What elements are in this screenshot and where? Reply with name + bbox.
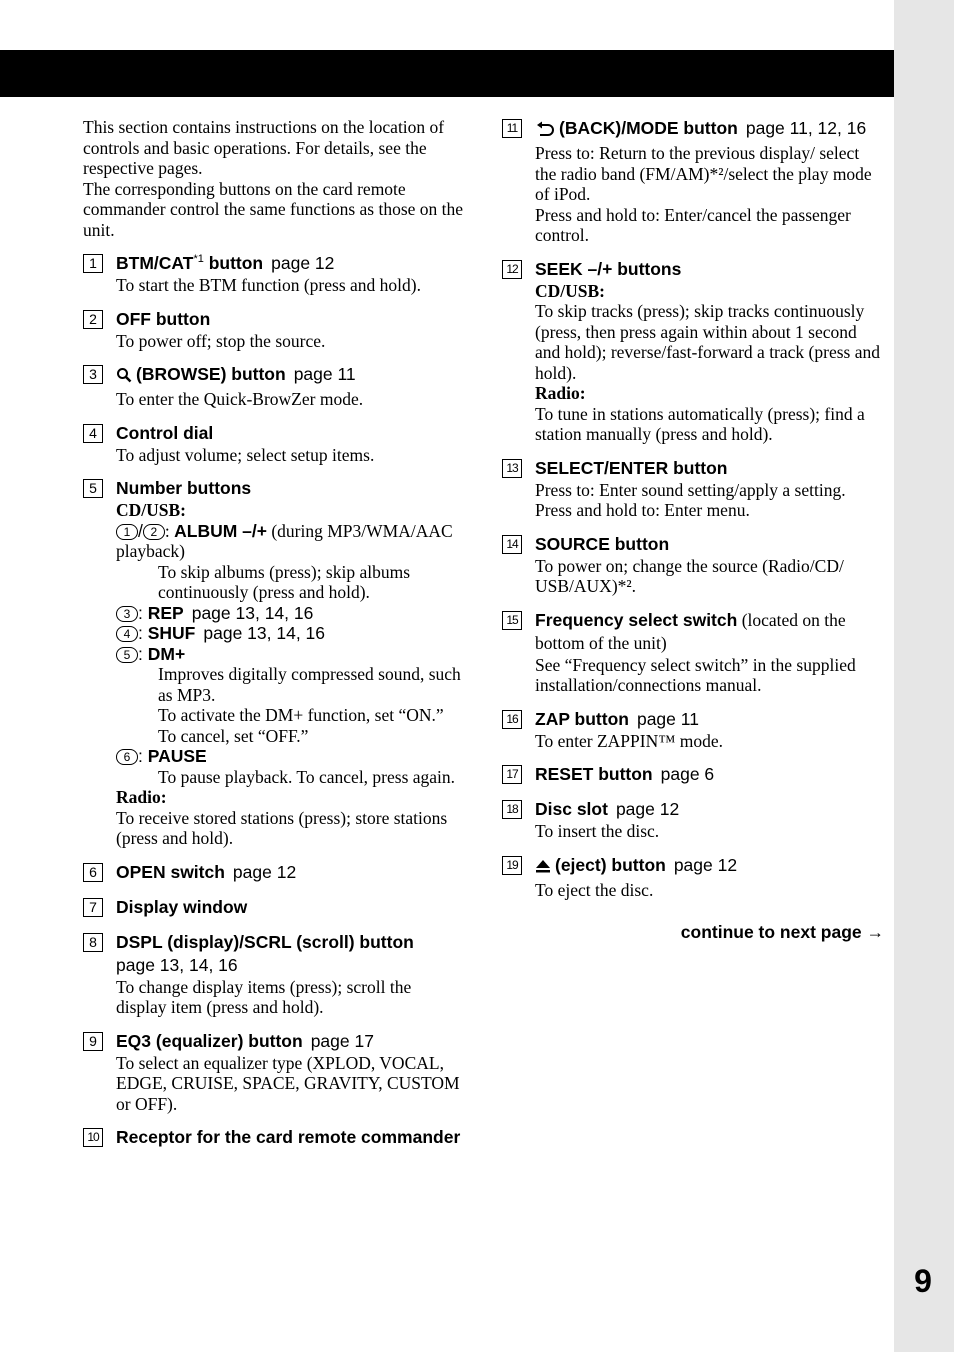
dm-desc-1: Improves digitally compressed sound, such as MP3. (158, 664, 461, 705)
pause-label: PAUSE (147, 746, 207, 766)
slash: / (138, 520, 143, 541)
item-number: 13 (502, 459, 522, 478)
item-1 (83, 252, 465, 296)
item-title: EQ3 (equalizer) button (116, 1030, 303, 1051)
item-9 (83, 1030, 465, 1115)
subhead-cdusb: CD/USB: (116, 500, 187, 520)
subhead-radio: Radio: (535, 383, 586, 403)
item-desc-2: Press and hold to: Enter/cancel the passenger control. (535, 204, 851, 245)
item-desc: See “Frequency select switch” in the supplied installation/connections manual. (535, 654, 856, 695)
intro-paragraph-2: The corresponding buttons on the card remote commander control the same functions as those on the unit. (83, 178, 464, 240)
item-number: 7 (83, 898, 103, 917)
album-desc: To skip albums (press); skip albums continuously (press and hold). (158, 561, 411, 602)
album-note: (during MP3/WMA/AAC playback) (116, 520, 453, 561)
item-title: Frequency select switch (535, 609, 738, 630)
item-3 (83, 363, 465, 410)
item-number: 8 (83, 933, 103, 952)
left-column (83, 117, 465, 1149)
item-desc: To enter ZAPPIN™ mode. (535, 730, 723, 751)
item-19 (502, 854, 884, 901)
item-5: 5 Number buttons CD/USB: 1 / 2 : ALBUM –/+ (during MP3/WMA/AAC playback) To skip albums (press); skip albums continuously (press and hold). 3 : REP page 13, 14, 16 4 : SHUF page 13, 14, 16 5 : DM+ Improves digitally compressed sound, such as MP3. To activate the DM+ function, set “ON.” To cancel, set “OFF.” 6 : PAUSE To pause playback. To cancel, press again. Radio: To receive stored stations (press); store stations (press and hold). (83, 477, 465, 849)
item-title: Control dial (116, 422, 214, 443)
back-arrow-icon (535, 120, 555, 143)
page-ref: page 12 (232, 861, 297, 882)
item-desc: To adjust volume; select setup items. (116, 444, 375, 465)
key-4: 4 (116, 626, 138, 642)
page-ref: page 11 (636, 708, 699, 729)
item-note: (located on the bottom of the unit) (535, 609, 846, 653)
item-number: 10 (83, 1128, 103, 1147)
item-desc-1: Press to: Enter sound setting/apply a setting. (535, 479, 846, 500)
page-ref: page 13, 14, 16 (116, 954, 238, 975)
item-number: 6 (83, 863, 103, 882)
item-number: 12 (502, 260, 522, 279)
key-1: 1 (116, 524, 138, 540)
item-number: 17 (502, 765, 522, 784)
item-title: Disc slot (535, 799, 608, 819)
item-number: 16 (502, 710, 522, 729)
item-number: 14 (502, 535, 522, 554)
item-title: SEEK –/+ buttons (535, 258, 682, 279)
key-5: 5 (116, 647, 138, 663)
item-17 (502, 763, 884, 786)
dm-label: DM+ (147, 643, 186, 664)
item-number: 11 (502, 119, 522, 138)
item-title: Receptor for the card remote commander (116, 1127, 461, 1147)
item-desc: To eject the disc. (535, 879, 654, 900)
item-desc: To change display items (press); scroll the display item (press and hold). (116, 976, 412, 1017)
item-number: 4 (83, 424, 103, 443)
shuf-label: SHUF (147, 623, 196, 643)
subhead-radio: Radio: (116, 787, 167, 807)
item-title: RESET button (535, 764, 653, 784)
pause-desc: To pause playback. To cancel, press again. (158, 766, 456, 787)
item-number: 5 (83, 479, 103, 498)
item-title: Display window (116, 896, 248, 917)
item-number: 1 (83, 254, 103, 273)
radio-desc: To tune in stations automatically (press); find a station manually (press and hold). (535, 403, 865, 444)
page-ref: page 13, 14, 16 (203, 623, 326, 643)
page-ref: page 13, 14, 16 (191, 602, 314, 623)
item-desc-2: Press and hold to: Enter menu. (535, 500, 750, 520)
item-4 (83, 422, 465, 466)
page-ref: page 12 (615, 799, 680, 819)
key-3: 3 (116, 606, 138, 622)
item-15 (502, 609, 884, 696)
item-desc-1: Press to: Return to the previous display/ select the radio band (FM/AM)*²/select the play mode of iPod. (535, 143, 872, 204)
item-title: Number buttons (116, 478, 252, 498)
album-label: ALBUM –/+ (174, 520, 267, 541)
item-10 (83, 1126, 465, 1149)
item-number: 18 (502, 800, 522, 819)
dm-desc-2: To activate the DM+ function, set “ON.” To cancel, set “OFF.” (158, 705, 444, 746)
item-desc: To insert the disc. (535, 821, 660, 841)
item-desc: To start the BTM function (press and hold). (116, 275, 421, 295)
page-ref: page 17 (310, 1030, 374, 1051)
item-desc: To power on; change the source (Radio/CD/ USB/AUX)*². (535, 555, 844, 596)
item-16 (502, 708, 884, 752)
item-desc: To select an equalizer type (XPLOD, VOCAL, EDGE, CRUISE, SPACE, GRAVITY, CUSTOM or OFF). (116, 1052, 460, 1114)
item-title: SOURCE button (535, 533, 670, 554)
item-14 (502, 533, 884, 597)
item-number: 15 (502, 611, 522, 630)
item-title-suffix: button (203, 253, 264, 273)
item-2 (83, 308, 465, 352)
item-12 (502, 258, 884, 445)
item-title: OFF button (116, 308, 211, 329)
item-title: SELECT/ENTER button (535, 457, 728, 478)
radio-desc: To receive stored stations (press); store stations (press and hold). (116, 807, 448, 848)
continue-to-next-page: continue to next page → (680, 922, 884, 942)
right-column (502, 117, 884, 943)
item-number: 19 (502, 856, 522, 875)
item-11 (502, 117, 884, 246)
item-13 (502, 457, 884, 521)
item-title: BTM/CAT (116, 253, 194, 273)
item-7 (83, 896, 465, 919)
side-tab (894, 0, 954, 1352)
page-ref: page 6 (660, 764, 715, 784)
header-bar (0, 50, 894, 97)
item-title: (BACK)/MODE button (559, 118, 738, 138)
eject-icon (535, 857, 551, 880)
magnifier-icon (116, 366, 132, 389)
item-title: (eject) button (555, 854, 666, 875)
item-number: 3 (83, 365, 103, 384)
intro-paragraph-1: This section contains instructions on the location of controls and basic operations. For details, see the respective pages. (83, 117, 445, 178)
item-number: 2 (83, 310, 103, 329)
cd-desc: To skip tracks (press); skip tracks continuously (press, then press again within about 1 second and hold); reverse/fast-forward a track (press and hold). (535, 301, 880, 383)
page-ref: page 11 (293, 364, 356, 384)
intro (83, 117, 465, 240)
item-desc: To power off; stop the source. (116, 330, 326, 351)
footnote-mark: *1 (193, 253, 204, 266)
rep-label: REP (147, 602, 184, 623)
item-6 (83, 861, 465, 884)
item-18 (502, 798, 884, 842)
item-title: DSPL (display)/SCRL (scroll) button (116, 931, 414, 952)
page-ref: page 12 (673, 854, 738, 875)
page-ref: page 11, 12, 16 (745, 118, 867, 138)
item-desc: To enter the Quick-BrowZer mode. (116, 389, 364, 409)
item-number: 9 (83, 1032, 103, 1051)
subhead-cdusb: CD/USB: (535, 280, 606, 301)
page-ref: page 12 (271, 253, 335, 273)
key-2: 2 (143, 524, 165, 540)
item-title: ZAP button (535, 708, 629, 729)
item-title: (BROWSE) button (136, 364, 286, 384)
page-number: 9 (914, 1263, 932, 1299)
key-6: 6 (116, 749, 138, 765)
item-8 (83, 931, 465, 1018)
item-title: OPEN switch (116, 861, 225, 882)
